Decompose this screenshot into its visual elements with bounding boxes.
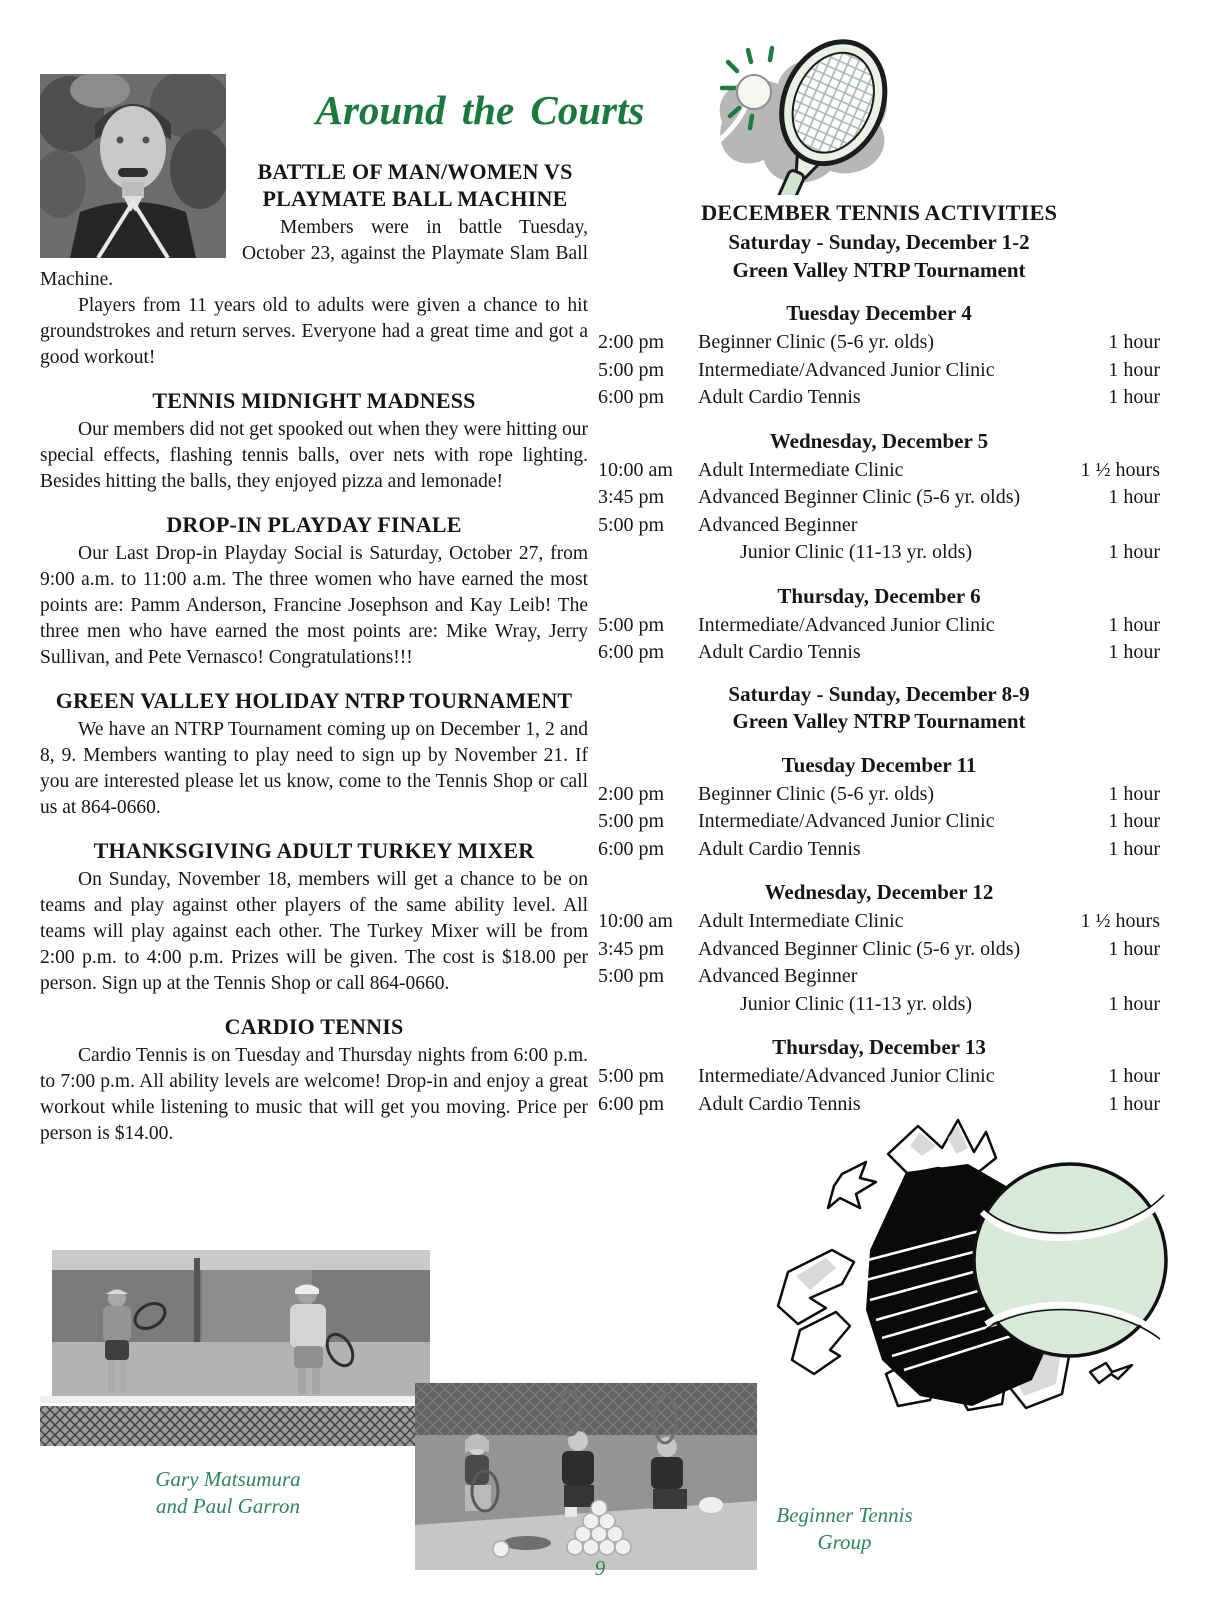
activity-cell: Advanced Beginner Clinic (5-6 yr. olds) — [698, 486, 1021, 508]
article-title: DROP-IN PLAYDAY FINALE — [166, 512, 462, 537]
activity-cell: Adult Cardio Tennis — [698, 386, 861, 408]
subheader-line: Saturday - Sunday, December 8-9 — [728, 681, 1030, 706]
articles-list — [40, 158, 588, 1147]
activity-cell: Adult Cardio Tennis — [698, 1092, 861, 1115]
kids-group-photo-svg — [415, 1383, 757, 1570]
activity-cell: Advanced Beginner — [698, 965, 858, 987]
time-cell: 5:00 pm — [598, 513, 665, 536]
caption-line: Gary Matsumura — [155, 1467, 301, 1491]
time-cell: 2:00 pm — [598, 331, 665, 353]
activity-cell: Beginner Clinic (5-6 yr. olds) — [698, 331, 935, 353]
schedule-row — [598, 384, 1160, 412]
duration-cell: 1 ½ hours — [1080, 910, 1160, 932]
time-cell: 6:00 pm — [598, 1092, 665, 1115]
activity-cell: Advanced Beginner — [698, 513, 858, 536]
article-title: GREEN VALLEY HOLIDAY NTRP TOURNAMENT — [55, 688, 573, 713]
time-cell: 5:00 pm — [598, 358, 665, 381]
activity-cell: Intermediate/Advanced Junior Clinic — [698, 810, 995, 832]
duration-cell: 1 hour — [1108, 613, 1160, 636]
article-title: THANKSGIVING ADULT TURKEY MIXER — [93, 838, 535, 863]
schedule-row — [598, 357, 1160, 385]
article-paragraph: On Sunday, November 18, members will get a chance to be on teams and play against other players of the same ability level. All teams will play against each other. The Turkey Mixer will be from 2:00 p.m. to 4:00 p.m. Prizes will be given. The cost is $18.00 per person. Sign up at the Tennis Shop or call 864-0660. — [40, 869, 588, 994]
duration-cell: 1 hour — [1108, 331, 1160, 353]
article-paragraph: Our Last Drop-in Playday Social is Saturday, October 27, from 9:00 a.m. to 11:00 a.m. The three women who have earned the most points are: Pamm Anderson, Francine Josephson and Kay Leib! The three men who have earned the most points are: Mike Wray, Jerry Sullivan, and Pete Vernasco! Congratulations!!! — [40, 543, 588, 668]
two-players-photo-svg — [40, 1250, 437, 1446]
day-header: Wednesday, December 12 — [764, 880, 994, 904]
activity-cell: Adult Intermediate Clinic — [698, 910, 904, 932]
activity-cell: Advanced Beginner Clinic (5-6 yr. olds) — [698, 937, 1021, 960]
tournament-subheader — [598, 681, 1160, 736]
caption-line: Group — [817, 1530, 872, 1554]
activity-cell: Intermediate/Advanced Junior Clinic — [698, 358, 995, 381]
kids-photo — [415, 1383, 757, 1570]
schedule-row — [598, 329, 1160, 357]
time-cell: 5:00 pm — [598, 1065, 665, 1087]
schedule-row — [598, 963, 1160, 991]
duration-cell: 1 hour — [1108, 992, 1160, 1015]
schedule-column — [598, 200, 1160, 1118]
schedule-row — [598, 781, 1160, 809]
time-cell — [598, 539, 698, 567]
article-title: TENNIS MIDNIGHT MADNESS — [152, 388, 476, 413]
duration-cell: 1 hour — [1108, 937, 1160, 960]
article-paragraph: Our members did not get spooked out when they were hitting our special effects, flashing tennis balls, over nets with rope lighting. Besides hitting the balls, they enjoyed pizza and lemonade! — [40, 419, 588, 492]
day-header: Wednesday, December 5 — [769, 428, 989, 453]
time-cell: 5:00 pm — [598, 613, 665, 636]
duration-cell: 1 ½ hours — [1080, 458, 1160, 481]
schedule-sections — [598, 229, 1160, 1118]
duration-cell: 1 hour — [1108, 541, 1160, 563]
tennis-racket-ball-clipart-svg — [688, 30, 906, 195]
activity-cell: Junior Clinic (11-13 yr. olds) — [740, 541, 973, 563]
duration-cell: 1 hour — [1108, 641, 1160, 663]
activity-cell: Intermediate/Advanced Junior Clinic — [698, 1065, 995, 1087]
duration-cell: 1 hour — [1108, 837, 1160, 860]
tournament-subheader — [598, 229, 1160, 284]
activity-cell: Intermediate/Advanced Junior Clinic — [698, 613, 995, 636]
article-paragraph: Cardio Tennis is on Tuesday and Thursday nights from 6:00 p.m. to 7:00 p.m. All ability levels are welcome! Drop-in and enjoy a great workout while listening to music that will get you moving. Price per person is $14.00. — [40, 1045, 588, 1144]
article-paragraph: Members were in battle Tuesday, October 23, against the Playmate Slam Ball Machine. — [40, 217, 588, 290]
caption-line: Beginner Tennis — [776, 1503, 913, 1527]
duration-cell: 1 hour — [1108, 486, 1160, 508]
players-photo — [40, 1250, 437, 1446]
day-header: Tuesday December 11 — [781, 752, 977, 777]
schedule-row — [598, 936, 1160, 964]
time-cell: 10:00 am — [598, 458, 673, 481]
duration-cell: 1 hour — [1108, 1092, 1160, 1115]
activity-cell: Beginner Clinic (5-6 yr. olds) — [698, 782, 935, 805]
ball-burst-clipart-svg — [770, 1112, 1170, 1412]
schedule-row — [598, 539, 1160, 567]
schedule-row — [598, 1063, 1160, 1091]
time-cell: 5:00 pm — [598, 810, 665, 832]
activity-cell: Adult Intermediate Clinic — [698, 458, 904, 481]
member-portrait-svg — [40, 74, 226, 258]
schedule-row — [598, 836, 1160, 864]
time-cell: 10:00 am — [598, 910, 673, 932]
schedule-title: DECEMBER TENNIS ACTIVITIES — [701, 200, 1057, 225]
activity-cell: Adult Cardio Tennis — [698, 641, 861, 663]
time-cell: 6:00 pm — [598, 641, 665, 663]
subheader-line: Green Valley NTRP Tournament — [732, 709, 1026, 733]
players-photo-caption — [118, 1466, 338, 1520]
activity-cell: Junior Clinic (11-13 yr. olds) — [740, 992, 973, 1015]
time-cell: 5:00 pm — [598, 965, 665, 987]
article-title: CARDIO TENNIS — [224, 1014, 404, 1039]
tennis-racket-illustration — [688, 30, 906, 195]
duration-cell: 1 hour — [1108, 386, 1160, 408]
article-title: BATTLE OF MAN/WOMEN VS PLAYMATE BALL MACHINE — [257, 159, 573, 211]
schedule-row — [598, 612, 1160, 640]
subheader-line: Saturday - Sunday, December 1-2 — [728, 230, 1030, 254]
tennis-ball-burst-illustration — [770, 1112, 1170, 1412]
day-header: Tuesday December 4 — [786, 301, 972, 325]
duration-cell: 1 hour — [1108, 358, 1160, 381]
page-number: 9 — [594, 1556, 606, 1580]
day-header: Thursday, December 13 — [772, 1035, 986, 1059]
portrait-photo — [40, 74, 226, 258]
day-header: Thursday, December 6 — [777, 583, 981, 608]
time-cell: 6:00 pm — [598, 837, 665, 860]
duration-cell: 1 hour — [1108, 782, 1160, 805]
activity-cell: Adult Cardio Tennis — [698, 837, 861, 860]
time-cell: 3:45 pm — [598, 486, 665, 508]
article-paragraph: We have an NTRP Tournament coming up on December 1, 2 and 8, 9. Members wanting to play need to sign up by November 21. If you are interested please let us know, come to the Tennis Shop or call us at 864-0660. — [40, 719, 588, 818]
schedule-row — [598, 457, 1160, 485]
schedule-row — [598, 808, 1160, 836]
time-cell: 6:00 pm — [598, 386, 665, 408]
subheader-line: Green Valley NTRP Tournament — [732, 257, 1026, 282]
schedule-row — [598, 512, 1160, 540]
left-column — [40, 70, 588, 1147]
duration-cell: 1 hour — [1108, 1065, 1160, 1087]
time-cell: 3:45 pm — [598, 937, 665, 960]
kids-photo-caption — [762, 1502, 927, 1556]
schedule-row — [598, 908, 1160, 936]
time-cell — [598, 991, 698, 1019]
schedule-row — [598, 639, 1160, 667]
article-paragraph: Players from 11 years old to adults were given a chance to hit groundstrokes and return serves. Everyone had a great time and got a good workout! — [40, 295, 588, 368]
time-cell: 2:00 pm — [598, 782, 665, 805]
schedule-row — [598, 991, 1160, 1019]
duration-cell: 1 hour — [1108, 810, 1160, 832]
caption-line: and Paul Garron — [156, 1494, 300, 1518]
page-title: Around the Courts — [315, 87, 645, 133]
schedule-row — [598, 484, 1160, 512]
